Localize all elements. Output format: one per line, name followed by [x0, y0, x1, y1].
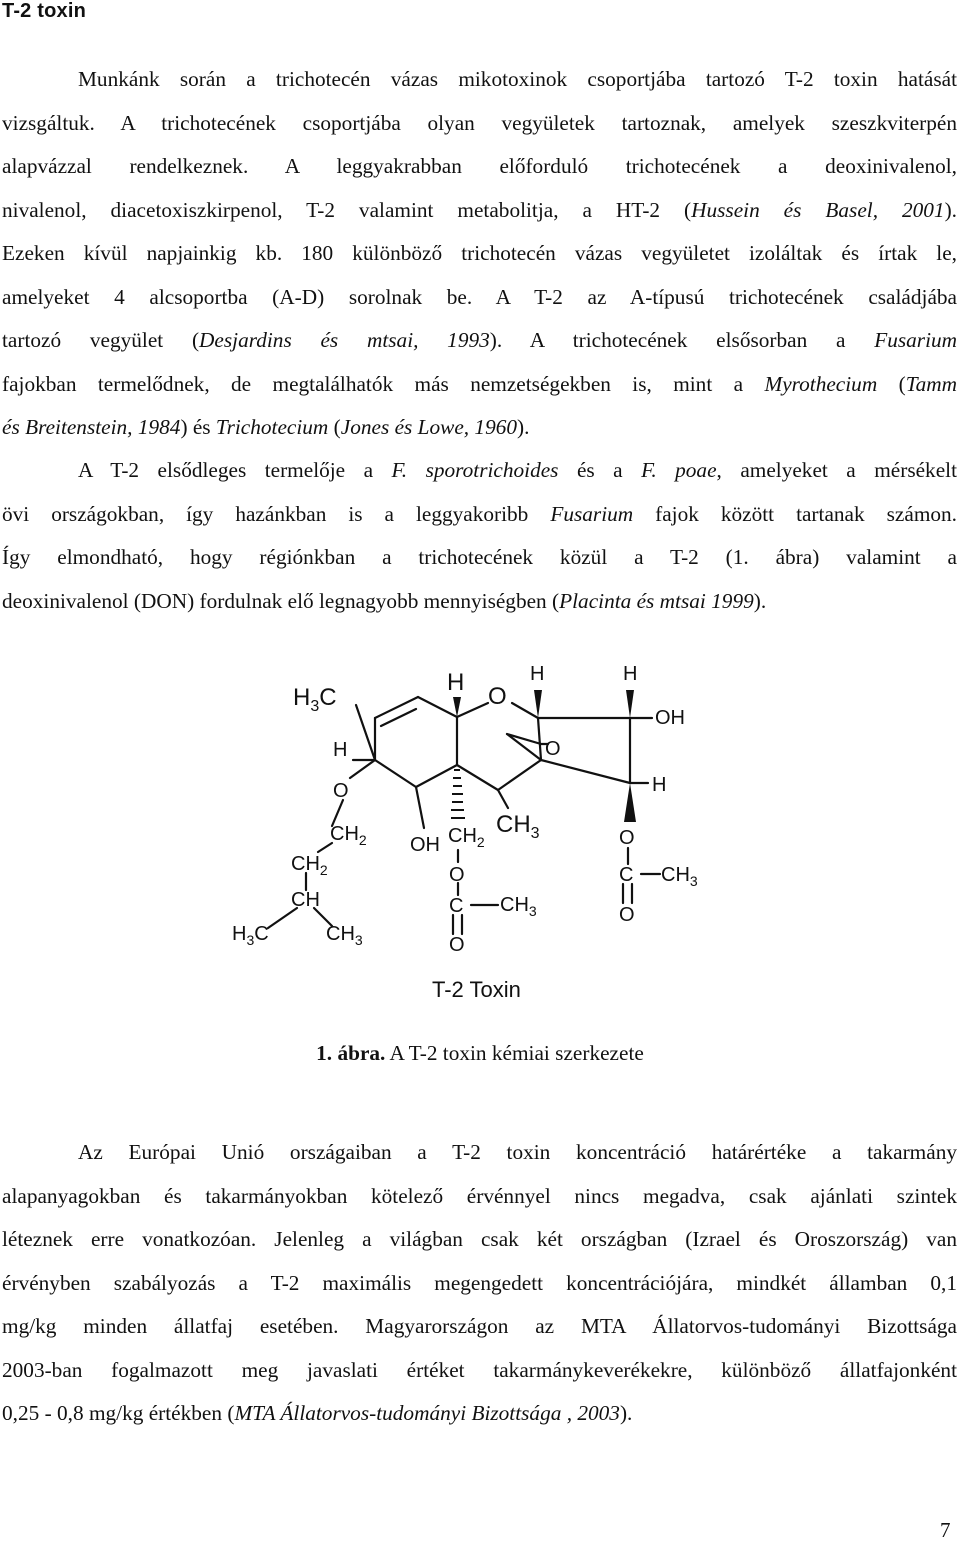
label-h3c: $H_3C$ — [293, 684, 337, 715]
bond-line — [541, 760, 630, 783]
text-line: érvényben szabályozás a T-2 maximális megengedett koncentrációjára, mindkét államban 0,1 — [2, 1270, 957, 1295]
text-line: deoxinivalenol (DON) fordulnak elő legnagyobb mennyiségben (Placinta és mtsai 1999). — [2, 588, 767, 613]
text-line: vizsgáltuk. A trichotecének csoportjába olyan vegyületek tartoznak, amelyek szeszkviterpén — [2, 110, 957, 135]
text-line: 0,25 - 0,8 mg/kg értékben (MTA Állatorvos-tudományi Bizottsága , 2003). — [2, 1401, 633, 1425]
label-o: O — [619, 827, 635, 849]
text-line: Ezeken kívül napjainkig kb. 180 különböző trichotecén vázas vegyületet izoláltak és írtak le, — [2, 241, 957, 265]
label-h: H — [530, 663, 545, 685]
label-h: H — [447, 669, 465, 696]
wedge-bond — [453, 697, 461, 717]
wedge-bond — [626, 690, 634, 718]
paragraph-producers — [2, 449, 957, 623]
bond-line — [416, 765, 457, 787]
figure-title: T-2 Toxin — [432, 977, 521, 1002]
text-line: amelyeket 4 alcsoportba (A-D) sorolnak be. A T-2 az A-típusú trichotecének családjába — [2, 284, 957, 309]
text-line: léteznek erre vonatkozóan. Jelenleg a világban csak két országban (Izrael és Oroszország) van — [2, 1227, 957, 1251]
page-number: 7 — [940, 1518, 951, 1542]
bond-line — [457, 703, 488, 717]
text-line: és Breitenstein, 1984) és Trichotecium (Jones és Lowe, 1960). — [2, 415, 530, 439]
wedge-bond — [534, 690, 542, 718]
label-ch3: $CH_3$ — [326, 923, 363, 948]
label-o: O — [449, 864, 465, 886]
paragraph-regulation — [2, 1131, 957, 1436]
bond-line — [375, 760, 416, 787]
bond-line — [418, 697, 457, 717]
label-h: H — [652, 774, 667, 796]
bond-line — [512, 703, 538, 718]
bond-line — [350, 760, 375, 778]
bond-line — [268, 908, 297, 928]
text-line: Munkánk során a trichotecén vázas mikotoxinok csoportjába tartozó T-2 toxin hatását — [78, 67, 957, 91]
text-line: alapanyagokban és takarmányokban kötelező érvénnyel nincs megadva, csak ajánlati szintek — [2, 1183, 957, 1208]
text-line: nivalenol, diacetoxiszkirpenol, T-2 valamint metabolitja, a HT-2 (Hussein és Basel, 2001). — [2, 197, 957, 222]
label-o-ring: O — [488, 683, 507, 710]
label-ch3: $CH_3$ — [496, 811, 540, 842]
text-line: fajokban termelődnek, de megtalálhatók más nemzetségekben is, mint a Myrothecium (Tamm — [2, 371, 957, 396]
label-c: C — [449, 895, 464, 917]
bond-line — [457, 765, 498, 790]
text-line: Az Európai Unió országaiban a T-2 toxin koncentráció határértéke a takarmány — [78, 1140, 957, 1164]
bond-line — [375, 697, 418, 718]
label-o-epoxide: O — [545, 738, 561, 760]
text-line: tartozó vegyület (Desjardins és mtsai, 1993). A trichotecének elsősorban a Fusarium — [2, 328, 958, 352]
text-line: Így elmondható, hogy régiónkban a trichotecének közül a T-2 (1. ábra) valamint a — [2, 545, 957, 569]
label-oh: OH — [410, 834, 440, 856]
label-ch3: $CH_3$ — [500, 894, 537, 919]
text-line: A T-2 elsődleges termelője a F. sporotrichoides és a F. poae, amelyeket a mérsékelt — [78, 458, 957, 482]
text-line: mg/kg minden állatfaj esetében. Magyarországon az MTA Állatorvos-tudományi Bizottsága — [2, 1314, 957, 1338]
label-o: O — [449, 934, 465, 956]
figure-caption: 1. ábra. A T-2 toxin kémiai szerkezete — [316, 1041, 644, 1065]
label-h: H — [333, 739, 348, 761]
bond-line — [498, 790, 508, 808]
label-o: O — [619, 904, 635, 926]
text-line: övi országokban, így hazánkban is a leggyakoribb Fusarium fajok között tartanak számon. — [2, 501, 958, 526]
bond-line — [538, 718, 541, 760]
label-ch3: $CH_3$ — [661, 864, 698, 889]
bond-line — [356, 705, 375, 760]
text-line: 2003-ban fogalmazott meg javaslati értéket takarmánykeverékekre, különböző állatfajonként — [2, 1357, 957, 1382]
t2-toxin-structure-figure — [0, 655, 960, 1015]
label-oh: OH — [655, 707, 685, 729]
section-heading: T-2 toxin — [2, 0, 87, 22]
label-h: H — [623, 663, 638, 685]
bond-line — [416, 787, 424, 828]
wedge-bond — [624, 783, 636, 822]
bond-line — [498, 760, 541, 790]
label-c: C — [619, 864, 634, 886]
paragraph-intro — [2, 58, 957, 450]
label-ch: CH — [291, 889, 320, 911]
label-ch2: $CH_2$ — [448, 825, 485, 850]
label-o: O — [333, 780, 349, 802]
text-line: alapvázzal rendelkeznek. A leggyakrabban előforduló trichotecének a deoxinivalenol, — [2, 154, 957, 178]
label-ch2: $CH_2$ — [330, 823, 367, 848]
label-ch2: $CH_2$ — [291, 853, 328, 878]
label-h3c: $H_3C$ — [232, 923, 269, 948]
